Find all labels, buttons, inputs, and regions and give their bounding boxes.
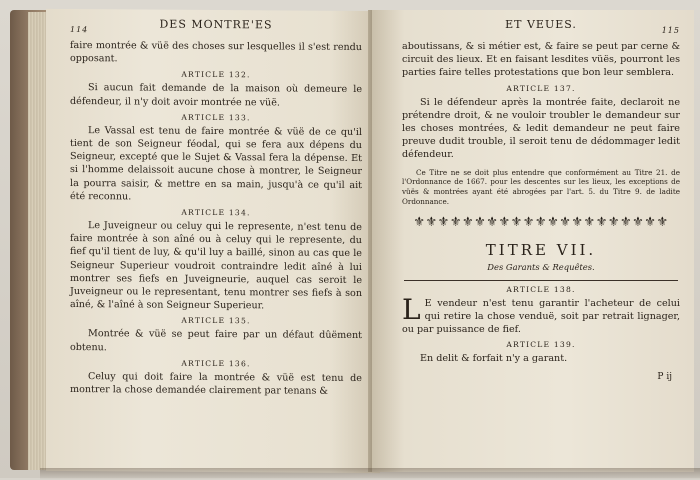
title-heading: TITRE VII. <box>485 240 597 259</box>
horizontal-rule <box>404 280 678 281</box>
right-intro-text: aboutissans, & si métier est, & faire se peut par cerne & circuit des lieux. Et en faisant lesdites vüës, pourront les parties faire telles protestations que bon leur semblera. <box>402 41 680 79</box>
title-subheading: Des Garants & Requêtes. <box>487 261 595 272</box>
article-text: Le Vassal est tenu de faire montrée & vüë de ce qu'il tient de son Seigneur féodal, qui se fera aux dépens du Seigneur, excepté que le Sujet & Vassal fera la dépense. Et si l'homme delaissoit aucune chose à montrer, le Seigneur la pourra saisir, & mettre en sa main, jusqu'à ce qu'il ait été reconnu. <box>70 124 362 203</box>
left-page-header <box>70 17 362 41</box>
right-page <box>372 10 694 472</box>
article-text: E vendeur n'est tenu garantir l'acheteur de celui qui retire la chose venduë, soit par retrait lignager, ou par puissance de fief. <box>402 297 680 336</box>
article-heading: ARTICLE 134. <box>181 207 251 218</box>
right-page-number: 115 <box>661 26 680 35</box>
drop-cap: L <box>402 292 421 326</box>
editorial-note: Ce Titre ne se doit plus entendre que conformément au Titre 21. de l'Ordonnance de 1667. pour les descentes sur les lieux, les exceptions de vüës & montrées ayant été abrogées par l'art. 5. du Titre 9. de ladite Ordonnance. <box>402 167 680 207</box>
article-text: Celuy qui doit faire la montrée & vüë est tenu de montrer la chose demandée clairement par tenans & <box>70 370 362 397</box>
article-text: Si le défendeur après la montrée faite, declaroit ne prétendre droit, & ne vouloir troubler le demandeur sur les choses montrées, & ledit demandeur ne peut faire preuve dudit trouble, il seroit tenu de dédommager ledit défendeur. <box>402 96 680 161</box>
open-book <box>10 6 696 474</box>
left-page-body <box>70 39 362 398</box>
article-heading: ARTICLE 139. <box>506 340 576 350</box>
fleuron-ornament: ⚜⚜⚜⚜⚜⚜⚜⚜⚜⚜⚜⚜⚜⚜⚜⚜⚜⚜⚜⚜⚜ <box>413 214 669 230</box>
article-heading: ARTICLE 138. <box>506 284 576 294</box>
article-heading: ARTICLE 132. <box>181 70 251 80</box>
article-text: En delit & forfait n'y a garant. <box>420 353 568 365</box>
article-text: Le Juveigneur ou celuy qui le represente, n'est tenu de faire montrée à son aîné ou à celuy qui le represente, du fief qu'il tient de luy, & qu'il luy a baillé, sinon au cas que le Seigneur Superieur voudroit contraindre ledit aîné à lui montrer ses fiefs en Juveigneurie, auquel cas seroit le Juveigneur ou le representant, tenu montrer ses fiefs à son aîné, & l'aîné à son Seigneur Superieur. <box>70 220 362 312</box>
signature-mark: P ij <box>657 371 672 382</box>
article-heading: ARTICLE 135. <box>181 316 251 326</box>
article-heading: ARTICLE 136. <box>181 358 251 369</box>
article-heading: ARTICLE 137. <box>506 83 576 93</box>
article-heading: ARTICLE 133. <box>181 112 251 123</box>
right-page-header <box>402 18 680 40</box>
continued-text: faire montrée & vüë des choses sur lesquelles il s'est rendu opposant. <box>70 40 362 65</box>
article-138-block <box>402 292 680 337</box>
page-shadow <box>40 468 700 480</box>
article-text: Si aucun fait demande de la maison où demeure le défendeur, il n'y doit avoir montrée ne vüë. <box>70 82 362 109</box>
left-page-number: 114 <box>70 25 89 35</box>
right-running-head: ET VEUES. <box>505 18 577 31</box>
article-text: Montrée & vüë se peut faire par un défaut dûëment obtenu. <box>70 328 362 353</box>
left-page <box>46 9 380 473</box>
left-running-head: DES MONTRE'ES <box>159 17 273 32</box>
